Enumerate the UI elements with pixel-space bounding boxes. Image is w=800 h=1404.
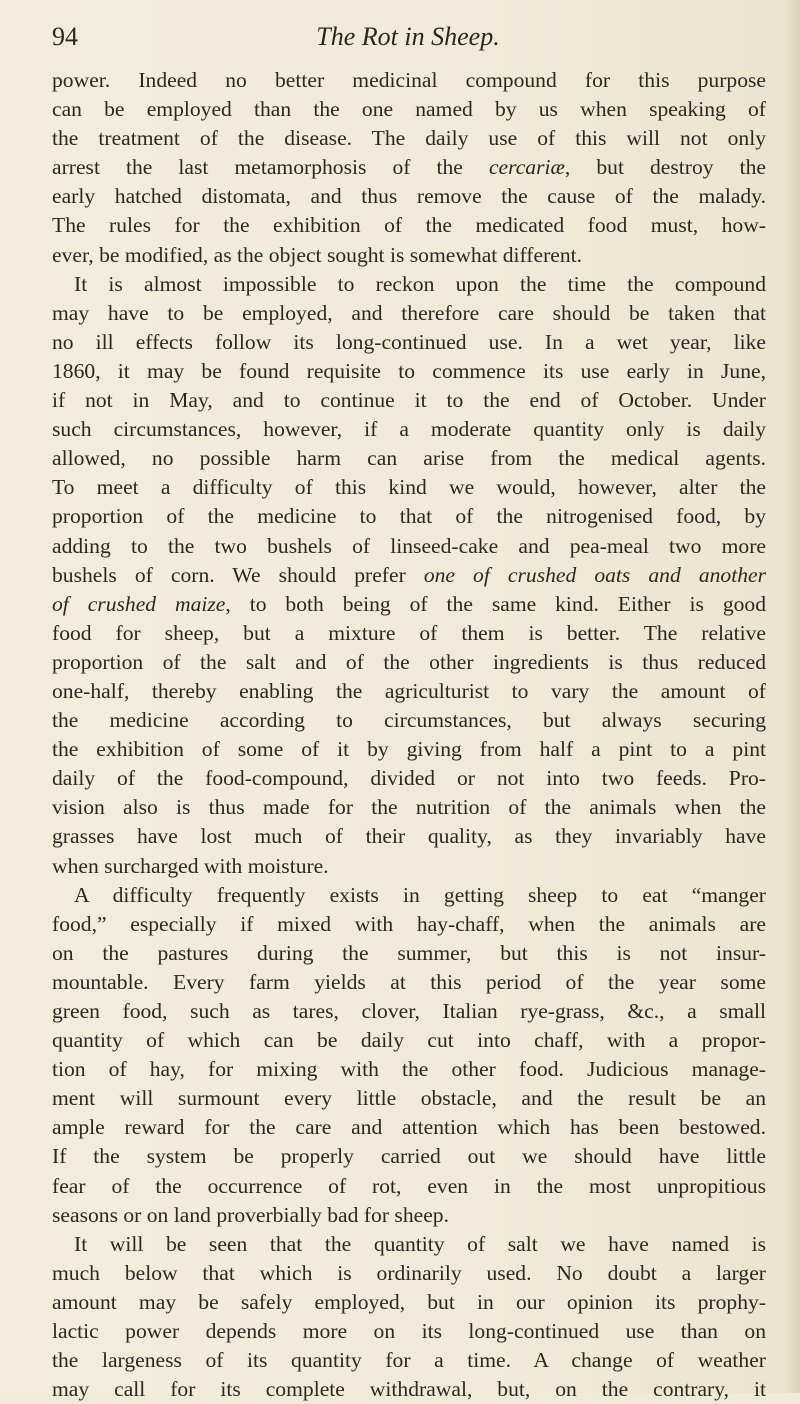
text-line: the exhibition of some of it by giving from half a pint to a pint — [52, 737, 766, 762]
text-line: If the system be properly carried out we should have little — [52, 1144, 766, 1169]
text-line: amount may be safely employed, but in our opinion its prophy- — [52, 1289, 766, 1314]
running-title: The Rot in Sheep. — [316, 22, 500, 51]
text-line: ample reward for the care and attention which has been bestowed. — [52, 1115, 766, 1140]
text-line: may have to be employed, and therefore care should be taken that — [52, 300, 766, 325]
text-line: mountable. Every farm yields at this period of the year some — [52, 969, 766, 994]
italic-phrase: cercariæ — [488, 155, 565, 180]
italic-phrase: one of crushed oats and another — [423, 562, 766, 587]
text-line: can be employed than the one named by us when speaking of — [52, 97, 766, 122]
text-line: bushels of corn. We should prefer one of crushed oats and another — [52, 562, 766, 587]
text-line: on the pastures during the summer, but this is not insur- — [52, 940, 766, 965]
text-line: 1860, it may be found requisite to commence its use early in June, — [52, 358, 766, 383]
text-line: may call for its complete withdrawal, but, on the contrary, it — [52, 1377, 766, 1402]
text-line: of crushed maize, to both being of the same kind. Either is good — [52, 591, 766, 616]
text-line: vision also is thus made for the nutrition of the animals when the — [52, 795, 766, 820]
text-line: A difficulty frequently exists in getting sheep to eat “manger — [74, 882, 766, 907]
text-line: daily of the food-compound, divided or not into two feeds. Pro- — [52, 766, 766, 791]
page-edge-shadow — [786, 0, 800, 1393]
text-line: ment will surmount every little obstacle, and the result be an — [52, 1086, 766, 1111]
text-line: tion of hay, for mixing with the other food. Judicious manage- — [52, 1057, 766, 1082]
text-line: the treatment of the disease. The daily use of this will not only — [52, 126, 766, 151]
text-line: green food, such as tares, clover, Italian rye-grass, &c., a small — [52, 999, 766, 1023]
text-line: such circumstances, however, if a moderate quantity only is daily — [52, 417, 766, 442]
text-line: fear of the occurrence of rot, even in the most unpropitious — [52, 1173, 766, 1198]
text-line: adding to the two bushels of linseed-cake and pea-meal two more — [52, 533, 766, 558]
text-line: allowed, no possible harm can arise from the medical agents. — [52, 446, 766, 471]
text-line: To meet a difficulty of this kind we would, however, alter the — [52, 475, 766, 500]
page-header — [52, 18, 764, 58]
page-number: 94 — [52, 22, 78, 51]
text-line: quantity of which can be daily cut into chaff, with a propor- — [52, 1028, 766, 1053]
text-line: lactic power depends more on its long-continued use than on — [52, 1319, 766, 1344]
text-line: power. Indeed no better medicinal compound for this purpose — [52, 68, 766, 92]
text-line: proportion of the medicine to that of the nitrogenised food, by — [52, 504, 766, 529]
text-line: food,” especially if mixed with hay-chaff, when the animals are — [52, 911, 766, 936]
body-text — [52, 66, 766, 1404]
text-line: food for sheep, but a mixture of them is better. The relative — [52, 620, 766, 645]
text-line: early hatched distomata, and thus remove the cause of the malady. — [52, 184, 766, 209]
text-line: one-half, thereby enabling the agriculturist to vary the amount of — [52, 678, 766, 703]
text-line: no ill effects follow its long-continued use. In a wet year, like — [52, 329, 766, 354]
text-line: much below that which is ordinarily used. No doubt a larger — [52, 1260, 766, 1285]
text-line: proportion of the salt and of the other ingredients is thus reduced — [52, 649, 766, 674]
text-line: seasons or on land proverbially bad for sheep. — [52, 1202, 449, 1227]
text-line: if not in May, and to continue it to the end of October. Under — [52, 388, 766, 413]
text-line: the largeness of its quantity for a time. A change of weather — [52, 1348, 766, 1373]
text-line: ever, be modified, as the object sought is somewhat different. — [52, 242, 583, 267]
text-line: It is almost impossible to reckon upon the time the compound — [74, 271, 766, 296]
text-line: when surcharged with moisture. — [52, 853, 329, 878]
text-line: the medicine according to circumstances, but always securing — [52, 708, 766, 733]
text-line: arrest the last metamorphosis of the cercariæ, but destroy the — [52, 155, 766, 180]
text-line: It will be seen that the quantity of salt we have named is — [74, 1231, 766, 1256]
italic-phrase: of crushed maize — [52, 591, 226, 616]
text-line: The rules for the exhibition of the medicated food must, how- — [52, 213, 766, 238]
text-line: grasses have lost much of their quality, as they invariably have — [52, 824, 766, 849]
